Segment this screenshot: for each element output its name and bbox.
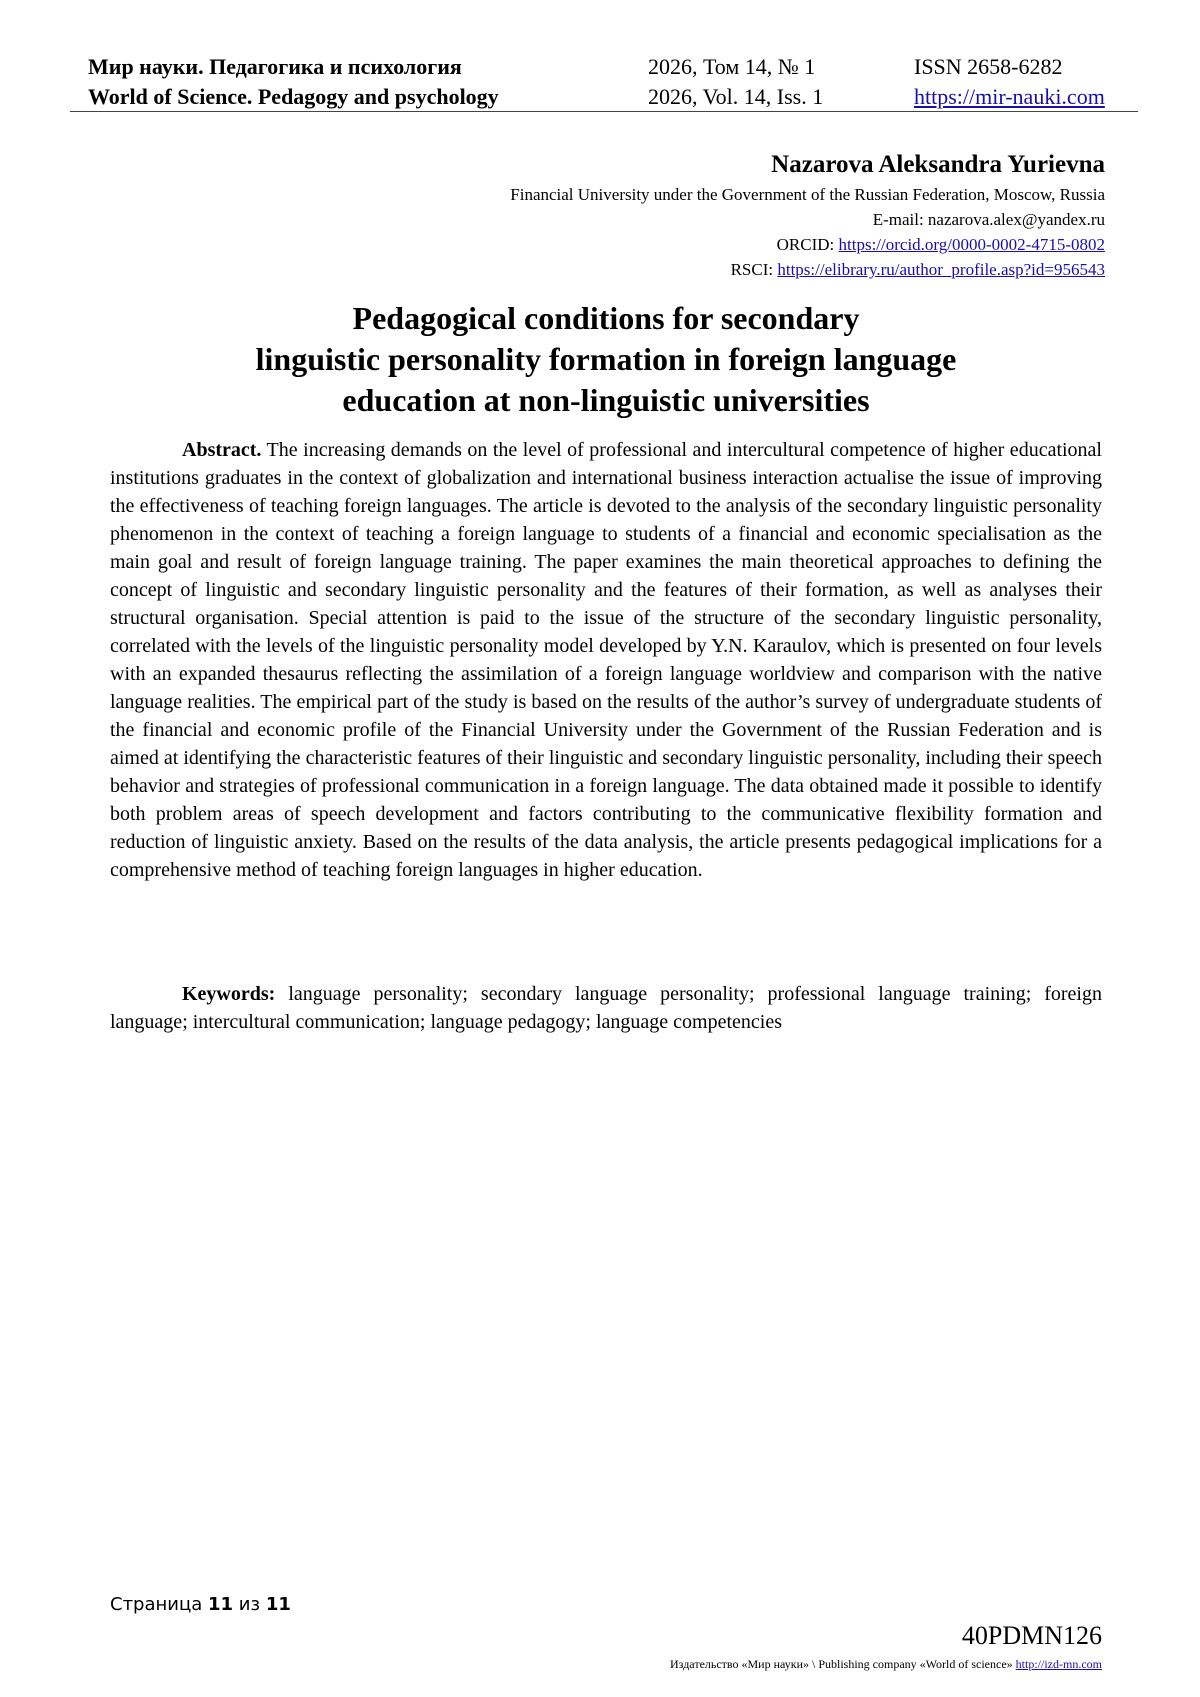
page-counter (110, 1593, 291, 1617)
issue-info-ru: 2026, Том 14, № 1 (648, 54, 816, 79)
article-title (110, 298, 1102, 421)
issn: ISSN 2658-6282 (914, 54, 1063, 79)
abstract-label: Abstract. (182, 439, 262, 461)
page-total: 11 (265, 1594, 291, 1615)
publisher-link[interactable]: http://izd-mn.com (1015, 1657, 1102, 1671)
author-orcid (305, 232, 1105, 257)
article-title-line: Pedagogical conditions for secondary (352, 300, 860, 336)
rsci-label: RSCI: (730, 260, 774, 279)
author-block (305, 148, 1105, 282)
article-title-line: linguistic personality formation in foreign language (255, 341, 957, 377)
author-name: Nazarova Aleksandra Yurievna (771, 151, 1105, 178)
journal-title-ru: Мир науки. Педагогика и психология (88, 54, 462, 79)
abstract-text: The increasing demands on the level of professional and intercultural competence of higher educational institutions graduates in the context of globalization and international business interaction actualise the issue of improving the effectiveness of teaching foreign languages. The article is devoted to the analysis of the secondary linguistic personality phenomenon in the context of teaching a foreign language to students of a financial and economic specialisation as the main goal and result of foreign language training. The paper examines the main theoretical approaches to defining the concept of linguistic and secondary linguistic personality and the features of their formation, as well as analyses their structural organisation. Special attention is paid to the issue of the structure of the secondary linguistic personality, correlated with the levels of the linguistic personality model developed by Y.N. Karaulov, which is presented on four levels with an expanded thesaurus reflecting the assimilation of a foreign language worldview and comparison with the native language realities. The empirical part of the study is based on the results of the author’s survey of undergraduate students of the financial and economic profile of the Financial University under the Government of the Russian Federation and is aimed at identifying the characteristic features of their linguistic and secondary linguistic personality, including their speech behavior and strategies of professional communication in a foreign language. The data obtained made it possible to identify both problem areas of speech development and factors contributing to the communicative flexibility formation and reduction of linguistic anxiety. Based on the results of the data analysis, the article presents pedagogical implications for a comprehensive method of teaching foreign languages in higher education. (110, 439, 1102, 881)
orcid-label: ORCID: (776, 235, 835, 254)
journal-site-link[interactable]: https://mir-nauki.com (914, 84, 1105, 109)
author-affiliation: Financial University under the Government of the Russian Federation, Moscow, Russia (510, 185, 1105, 204)
page-of: из (238, 1594, 261, 1615)
keywords-paragraph (110, 980, 1102, 1036)
orcid-link[interactable]: https://orcid.org/0000-0002-4715-0802 (838, 235, 1105, 254)
abstract-section (110, 436, 1102, 884)
header-row-en (88, 82, 1138, 112)
author-email: E-mail: nazarova.alex@yandex.ru (872, 210, 1105, 229)
keywords-section (110, 980, 1102, 1036)
abstract-paragraph (110, 436, 1102, 884)
article-code: 40PDMN126 (961, 1621, 1102, 1650)
journal-title-en: World of Science. Pedagogy and psychology (88, 84, 499, 109)
page-current: 11 (208, 1594, 234, 1615)
header-divider (70, 111, 1138, 112)
keywords-text: language personality; secondary language personality; professional language training; foreign language; intercultural communication; language pedagogy; language competencies (110, 983, 1102, 1033)
keywords-label: Keywords: (182, 983, 276, 1005)
author-rsci (305, 257, 1105, 282)
publisher-text: Издательство «Мир науки» \ Publishing company «World of science» (670, 1657, 1013, 1671)
issue-info-en: 2026, Vol. 14, Iss. 1 (648, 84, 824, 109)
header-row-ru (88, 52, 1138, 82)
rsci-link[interactable]: https://elibrary.ru/author_profile.asp?id=956543 (777, 260, 1105, 279)
article-title-line: education at non-linguistic universities (342, 382, 870, 418)
page-word: Страница (110, 1594, 203, 1615)
running-header (88, 52, 1138, 112)
publisher-line (670, 1656, 1102, 1672)
